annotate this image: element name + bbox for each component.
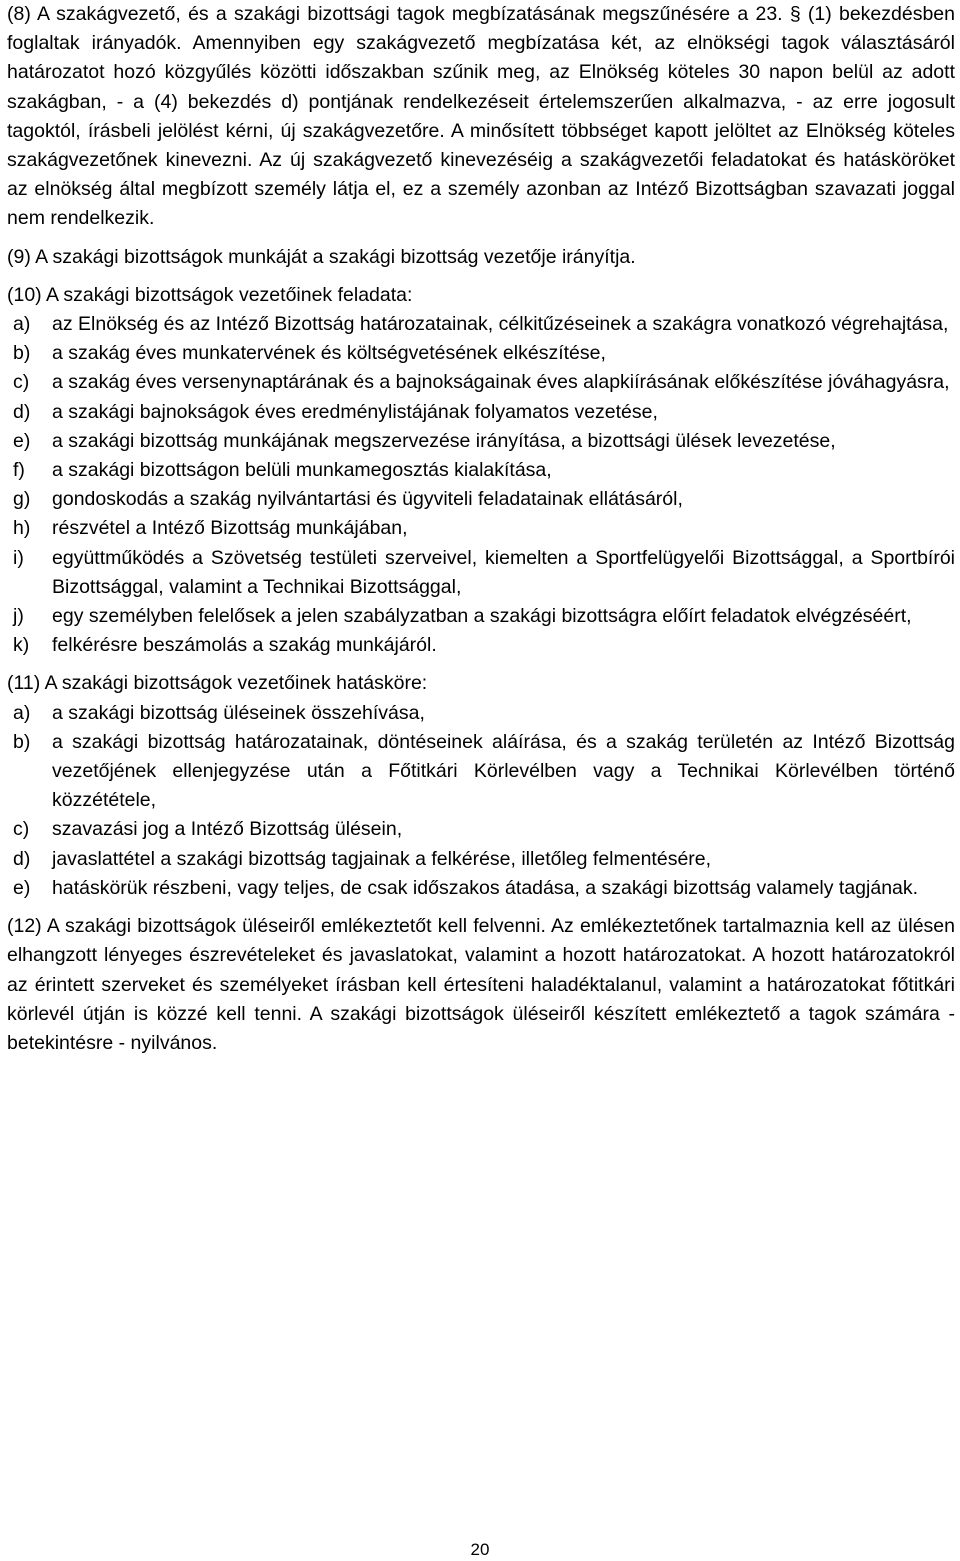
- list-marker: f): [13, 459, 25, 482]
- list-marker: h): [13, 517, 31, 540]
- list-item: [7, 427, 955, 456]
- list-item: [7, 368, 955, 397]
- list-item: [7, 815, 955, 844]
- list-item: [7, 310, 955, 339]
- list-marker: k): [13, 634, 30, 657]
- paragraph-gap: [7, 660, 955, 669]
- list-item-text: a szakág éves versenynaptárának és a bajnokságainak éves alapkiírásának előkészítése jóváhagyásra,: [52, 371, 950, 394]
- paragraph-8: (8) A szakágvezető, és a szakági bizottsági tagok megbízatásának megszűnésére a 23. § (1) bekezdésben foglaltak irányadók. Amennyiben egy szakágvezető megbízatása két, az elnökségi tagok választásáról határozatot hozó közgyűlés közötti időszakban szűnik meg, az Elnökség köteles 30 napon belül az adott szakágban, - a (4) bekezdés d) pontjának rendelkezéseit értelemszerűen alkalmazva, - az erre jogosult tagoktól, írásbeli jelölést kérni, új szakágvezetőre. A minősített többséget kapott jelöltet az Elnökség köteles szakágvezetőnek kinevezni. Az új szakágvezető kinevezéséig a szakágvezetői feladatokat és hatásköröket az elnökség által megbízott személy látja el, ez a személy azonban az Intéző Bizottságban szavazati joggal nem rendelkezik.: [7, 3, 955, 230]
- list-item: [7, 631, 955, 660]
- list-item-text: az Elnökség és az Intéző Bizottság határozatainak, célkitűzéseinek a szakágra vonatkozó végrehajtása,: [52, 313, 949, 336]
- list-item: [7, 728, 955, 816]
- list-item-text: együttműködés a Szövetség testületi szerveivel, kiemelten a Sportfelügyelői Bizottsággal, a Sportbírói Bizottsággal, valamint a Technikai Bizottsággal,: [52, 546, 955, 598]
- list-item-text: egy személyben felelősek a jelen szabályzatban a szakági bizottságra előírt feladatok elvégzéséért,: [52, 605, 912, 628]
- paragraph-gap: [7, 272, 955, 281]
- list-marker: e): [13, 876, 31, 899]
- section-11-title: (11) A szakági bizottságok vezetőinek hatásköre:: [7, 672, 428, 695]
- list-item: [7, 602, 955, 631]
- paragraph-9: (9) A szakági bizottságok munkáját a szakági bizottság vezetője irányítja.: [7, 245, 636, 268]
- section-10: [7, 281, 955, 661]
- list-marker: b): [13, 342, 31, 365]
- section-11: [7, 669, 955, 903]
- list-item-text: a szakág éves munkatervének és költségvetésének elkészítése,: [52, 342, 606, 365]
- list-marker: a): [13, 313, 31, 336]
- list-item-text: javaslattétel a szakági bizottság tagjainak a felkérése, illetőleg felmentésére,: [52, 847, 712, 870]
- list-item: [7, 845, 955, 874]
- list-item-text: a szakági bizottságon belüli munkamegosztás kialakítása,: [52, 459, 552, 482]
- list-item-text: felkérésre beszámolás a szakág munkájáról.: [52, 634, 437, 657]
- list-item-text: a szakági bizottság határozatainak, döntéseinek aláírása, és a szakág területén az Intéző Bizottság vezetőjének ellenjegyzése után a Főtitkári Körlevélben vagy a Technikai Körlevélben történő közzététele,: [52, 730, 955, 812]
- list-item: [7, 699, 955, 728]
- list-marker: a): [13, 701, 31, 724]
- list-item-text: a szakági bizottság munkájának megszervezése irányítása, a bizottsági ülések levezetése,: [52, 429, 836, 452]
- paragraph-12: (12) A szakági bizottságok üléseiről emlékeztetőt kell felvenni. Az emlékeztetőnek tartalmaznia kell az ülésen elhangzott lényeges észrevételeket és javaslatokat, valamint a hozott határozatokat. A hozott határozatokról az érintett szerveket és személyeket írásban kell értesíteni haladéktalanul, valamint a határozatokat főtitkári körlevél útján is közzé kell tenni. A szakági bizottságok üléseiről készített emlékeztető a tagok számára - betekintésre - nyilvános.: [7, 915, 955, 1054]
- list-item: [7, 544, 955, 602]
- section-10-list: [7, 310, 955, 660]
- list-item: [7, 339, 955, 368]
- list-item-text: hatáskörük részbeni, vagy teljes, de csak időszakos átadása, a szakági bizottság valamely tagjának.: [52, 876, 919, 899]
- list-marker: j): [13, 605, 24, 628]
- paragraph-gap: [7, 903, 955, 912]
- list-item-text: részvétel a Intéző Bizottság munkájában,: [52, 517, 408, 540]
- list-item: [7, 456, 955, 485]
- list-item: [7, 398, 955, 427]
- list-item-text: gondoskodás a szakág nyilvántartási és ügyviteli feladatainak ellátásáról,: [52, 488, 683, 511]
- list-marker: b): [13, 730, 31, 753]
- list-marker: d): [13, 400, 31, 423]
- list-item: [7, 874, 955, 903]
- page-number: 20: [470, 1540, 490, 1559]
- list-marker: g): [13, 488, 31, 511]
- list-item-text: szavazási jog a Intéző Bizottság ülésein,: [52, 818, 403, 841]
- section-11-list: [7, 699, 955, 903]
- list-marker: i): [13, 546, 24, 569]
- list-marker: c): [13, 818, 30, 841]
- list-marker: e): [13, 429, 31, 452]
- list-item-text: a szakági bizottság üléseinek összehívása,: [52, 701, 425, 724]
- list-item-text: a szakági bajnokságok éves eredménylistájának folyamatos vezetése,: [52, 400, 658, 423]
- paragraph-gap: [7, 234, 955, 243]
- document-page: [7, 0, 955, 1058]
- section-10-title: (10) A szakági bizottságok vezetőinek feladata:: [7, 283, 413, 306]
- list-item: [7, 485, 955, 514]
- list-marker: d): [13, 847, 31, 870]
- list-marker: c): [13, 371, 30, 394]
- list-item: [7, 514, 955, 543]
